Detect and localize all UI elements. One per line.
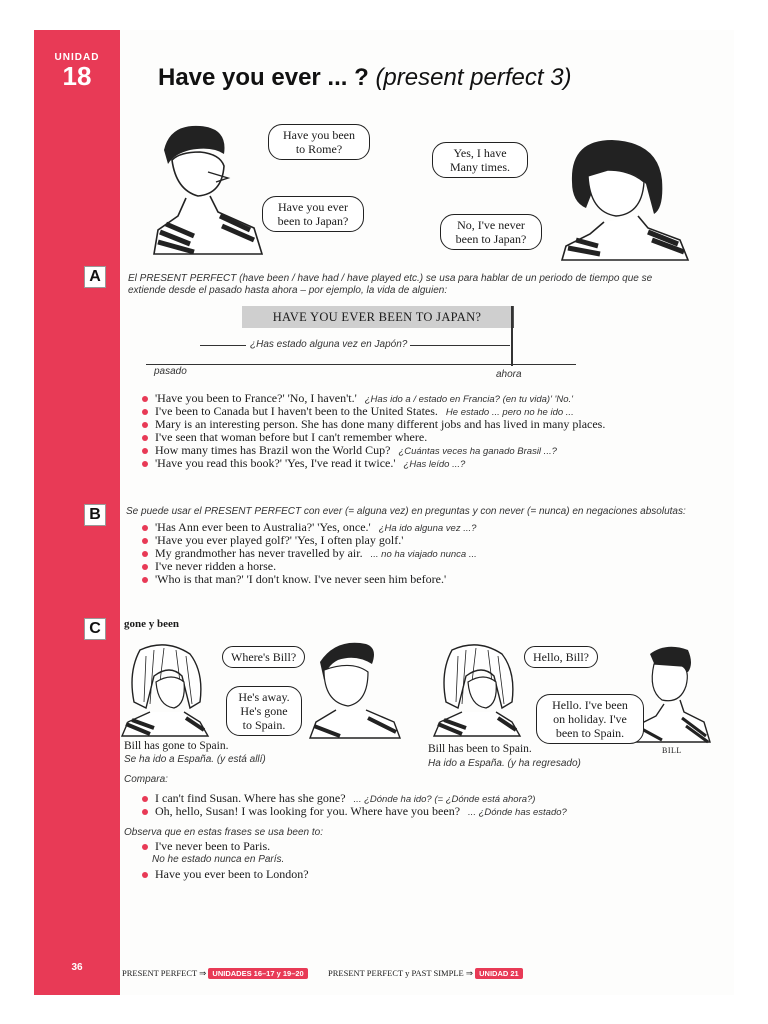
list-item: 'Have you ever played golf?' 'Yes, I often play golf.' <box>155 534 477 547</box>
unit-side-band <box>34 30 120 995</box>
section-c-marker: C <box>84 618 106 640</box>
speech-bubble-man-2: Have you ever been to Japan? <box>262 196 364 232</box>
speech-bubble-woman-1: Yes, I have Many times. <box>432 142 528 178</box>
man-illustration <box>150 120 270 260</box>
timeline-dash-left <box>200 345 246 346</box>
unit-label: UNIDAD <box>54 52 100 63</box>
compare-examples <box>155 792 567 818</box>
speech-bubble-man-1: Have you been to Rome? <box>268 124 370 160</box>
footer-ref-2: PRESENT PERFECT y PAST SIMPLE ⇒ UNIDAD 21 <box>328 968 523 979</box>
section-b-intro: Se puede usar el PRESENT PERFECT con ever (= alguna vez) en preguntas y con never (= nunca) en negaciones absolutas: <box>126 506 686 517</box>
compare-label: Compara: <box>124 774 168 785</box>
list-item: How many times has Brazil won the World Cup? ¿Cuántas veces ha ganado Brasil ...? <box>155 444 605 457</box>
caption-gone-en: Bill has gone to Spain. <box>124 740 229 752</box>
footer-ref-1: PRESENT PERFECT ⇒ UNIDADES 16–17 y 19–20 <box>122 968 308 979</box>
timeline-dash-right <box>410 345 510 346</box>
observe-example-2 <box>155 868 309 881</box>
caption-gone-es: Se ha ido a España. (y está allí) <box>124 754 266 765</box>
caption-been-en: Bill has been to Spain. <box>428 743 532 755</box>
list-item: Oh, hello, Susan! I was looking for you. Where have you been? ... ¿Dónde has estado? <box>155 804 567 818</box>
woman-left-illustration <box>120 642 210 738</box>
title-sub: (present perfect 3) <box>375 64 572 91</box>
footer-ref-2-tag[interactable]: UNIDAD 21 <box>475 968 523 979</box>
observe-label: Observa que en estas frases se usa been to: <box>124 827 324 838</box>
section-a-marker: A <box>84 266 106 288</box>
page-number: 36 <box>71 962 83 973</box>
section-b-examples <box>155 521 477 586</box>
list-item: My grandmother has never travelled by air. ... no ha viajado nunca ... <box>155 546 477 560</box>
bill-illustration <box>632 642 712 744</box>
section-c-heading: gone y been <box>124 618 179 630</box>
list-item: Have you ever been to London? <box>155 867 309 881</box>
woman-c2-illustration <box>432 642 522 738</box>
caption-been-es: Ha ido a España. (y ha regresado) <box>428 758 581 769</box>
speech-bubble-away: He's away. He's gone to Spain. <box>226 686 302 736</box>
title-main: Have you ever ... ? <box>158 64 369 91</box>
timeline-past: pasado <box>154 366 187 377</box>
speech-bubble-woman-2: No, I've never been to Japan? <box>440 214 542 250</box>
list-item: 'Have you read this book?' 'Yes, I've read it twice.' ¿Has leído ...? <box>155 457 605 470</box>
list-item: Mary is an interesting person. She has done many different jobs and has lived in many places. <box>155 417 606 431</box>
list-item: 'Who is that man?' 'I don't know. I've never seen him before.' <box>155 573 477 586</box>
list-item: I've never been to Paris. <box>155 839 271 853</box>
list-item: I've never ridden a horse. <box>155 560 477 573</box>
section-a-examples <box>155 392 605 470</box>
timeline-box: HAVE YOU EVER BEEN TO JAPAN? <box>242 306 514 328</box>
observe-example-1 <box>155 840 270 853</box>
bill-label: BILL <box>662 746 682 755</box>
observe-example-1-es: No he estado nunca en París. <box>152 854 285 865</box>
footer-ref-1-tag[interactable]: UNIDADES 16–17 y 19–20 <box>208 968 307 979</box>
list-item: I can't find Susan. Where has she gone? ... ¿Dónde ha ido? (= ¿Dónde está ahora?) <box>155 792 567 805</box>
unit-number: 18 <box>62 61 92 91</box>
section-a-intro-2: extiende desde el pasado hasta ahora – por ejemplo, la vida de alguien: <box>128 285 448 296</box>
list-item: I've seen that woman before but I can't remember where. <box>155 431 605 444</box>
unit-badge <box>34 52 120 89</box>
woman-illustration <box>560 136 690 262</box>
timeline-now: ahora <box>496 369 522 380</box>
woman-right-illustration <box>306 640 402 740</box>
timeline-axis <box>146 364 576 365</box>
speech-bubble-holiday: Hello. I've been on holiday. I've been to Spain. <box>536 694 644 744</box>
page-title <box>158 64 572 92</box>
list-item: 'Have you been to France?' 'No, I haven't.' ¿Has ido a / estado en Francia? (en tu vida)' 'No.' <box>155 392 605 405</box>
timeline-vertical-line <box>511 306 513 366</box>
section-b-marker: B <box>84 504 106 526</box>
list-item: I've been to Canada but I haven't been to the United States. He estado ... pero no he ido ... <box>155 405 605 418</box>
section-a-intro-1: El PRESENT PERFECT (have been / have had / have played etc.) se usa para hablar de un periodo de tiempo que se <box>128 273 653 284</box>
list-item: 'Has Ann ever been to Australia?' 'Yes, once.' ¿Ha ido alguna vez ...? <box>155 520 477 534</box>
speech-bubble-hello-bill: Hello, Bill? <box>524 646 598 668</box>
speech-bubble-where: Where's Bill? <box>222 646 305 668</box>
timeline-caption: ¿Has estado alguna vez en Japón? <box>250 339 408 350</box>
